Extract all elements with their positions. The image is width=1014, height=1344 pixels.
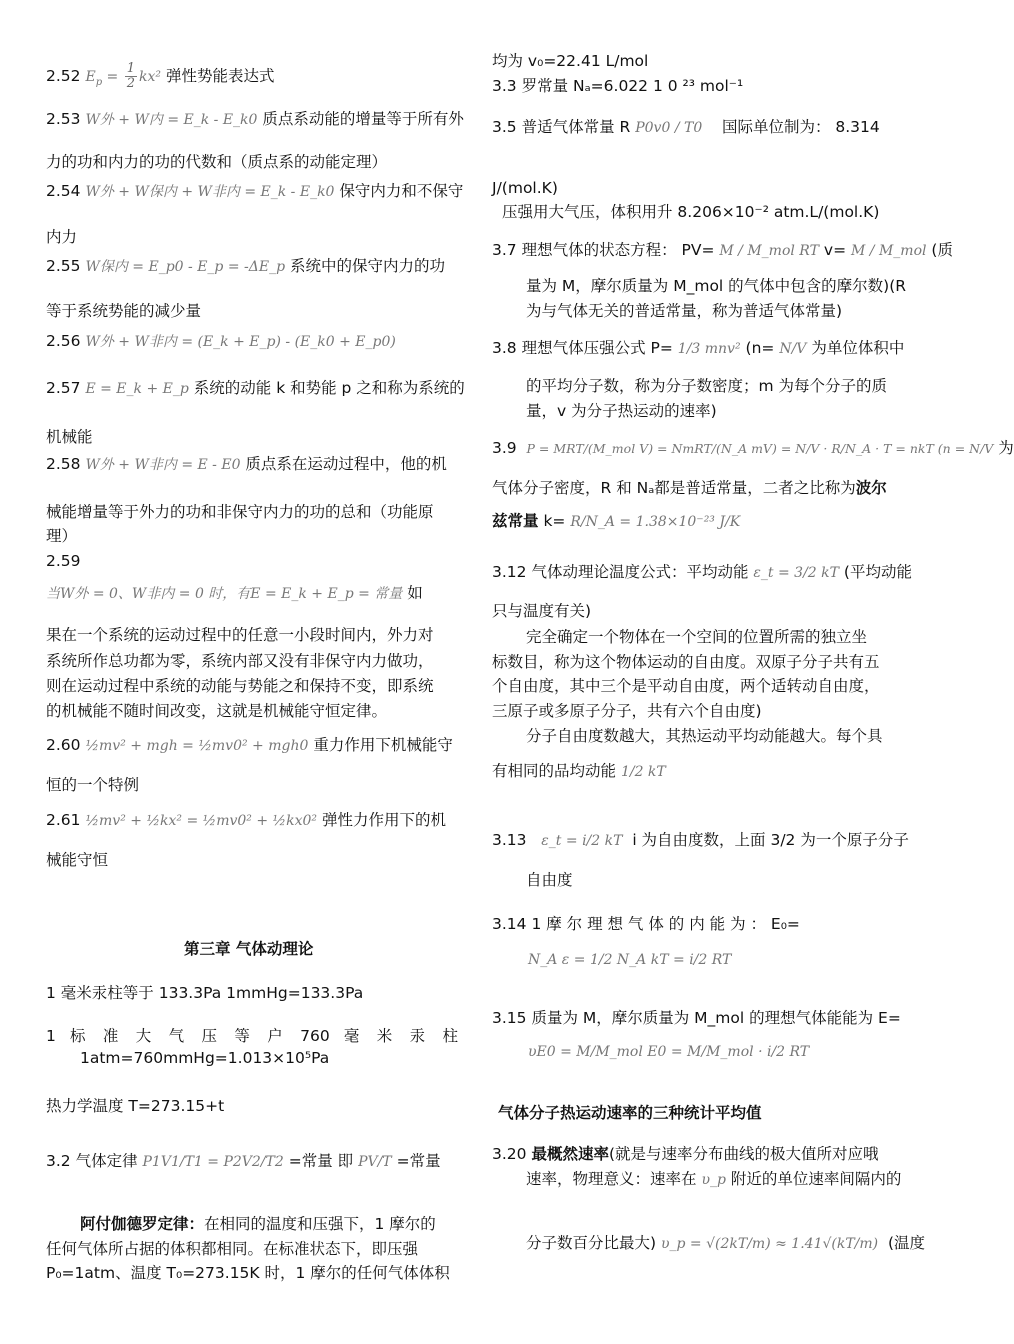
avogadro-line3: P₀=1atm、温度 T₀=273.15K 时，1 摩尔的任何气体体积 [46, 1264, 450, 1282]
item-3-3: 3.3 罗常量 Nₐ=6.022 1 0 ²³ mol⁻¹ [492, 77, 744, 95]
atm-line2: 1atm=760mmHg=1.013×10⁵Pa [80, 1049, 330, 1067]
avogadro-line1: 阿付伽德罗定律：在相同的温度和压强下，1 摩尔的 [80, 1215, 436, 1233]
conservation-p2: 系统所作总功都为零，系统内部又没有非保守内力做功， [46, 652, 434, 670]
dof-line5: 分子自由度数越大，其热运动平均动能越大。每个具 [526, 727, 883, 745]
conservation-p1: 果在一个系统的运动过程中的任意一小段时间内，外力对 [46, 626, 434, 644]
item-3-8-cont2: 量，v 为分子热运动的速率) [526, 402, 717, 420]
item-2-53: 2.53 W外 + W内 = E_k - E_k0 质点系动能的增量等于所有外 [46, 110, 464, 128]
item-3-7: 3.7 理想气体的状态方程： PV= M / M_mol RT v= M / M_mol (质 [492, 241, 953, 259]
dof-line2: 标数目，称为这个物体运动的自由度。双原子分子共有五 [492, 653, 880, 671]
item-2-58: 2.58 W外 + W非内 = E - E0 质点系在运动过程中，他的机 [46, 455, 447, 473]
dof-line3: 个自由度，其中三个是平动自由度，两个适转动自由度， [492, 677, 880, 695]
item-2-59: 2.59 [46, 552, 81, 570]
item-2-54: 2.54 W外 + W保内 + W非内 = E_k - E_k0 保守内力和不保守 [46, 182, 464, 200]
item-3-12: 3.12 气体动理论温度公式：平均动能 ε_t = 3/2 kT (平均动能 [492, 563, 912, 581]
item-2-60-cont: 恒的一个特例 [46, 776, 140, 794]
item-3-8: 3.8 理想气体压强公式 P= 1/3 mnv² (n= N/V 为单位体积中 [492, 339, 905, 357]
item-2-57-cont: 机械能 [46, 428, 93, 446]
item-3-20: 3.20 最概然速率(就是与速率分布曲线的极大值所对应哦 [492, 1145, 879, 1163]
item-3-8-cont1: 的平均分子数，称为分子数密度；m 为每个分子的质 [526, 377, 888, 395]
dof-line6: 有相同的品均动能 1/2 kT [492, 762, 666, 780]
conservation-p3: 则在运动过程中系统的动能与势能之和保持不变，即系统 [46, 677, 434, 695]
item-3-9: 3.9 P = MRT/(M_mol V) = NmRT/(N_A mV) = N/V · R/N_A · T = nkT (n = N/V 为 [492, 439, 1014, 457]
item-3-5: 3.5 普适气体常量 R P0v0 / T0 国际单位制为： 8.314 [492, 118, 880, 136]
dof-line1: 完全确定一个物体在一个空间的位置所需的独立坐 [526, 628, 868, 646]
section-heading: 气体分子热运动速率的三种统计平均值 [498, 1104, 762, 1122]
dof-line4: 三原子或多原子分子，共有六个自由度) [492, 702, 762, 720]
item-2-52: 2.52 $E_p$ = $\frac{1}{2}$ kx² 弹性势能表达式 [46, 61, 275, 91]
item-2-58-cont2: 理） [46, 527, 78, 545]
temp-line: 热力学温度 T=273.15+t [46, 1097, 225, 1115]
item-3-7-cont1: 量为 M，摩尔质量为 M_mol 的气体中包含的摩尔数)(R [526, 277, 907, 295]
item-2-61: 2.61 ½mv² + ½kx² = ½mv0² + ½kx0² 弹性力作用下的机 [46, 811, 446, 829]
item-2-55-cont: 等于系统势能的减少量 [46, 302, 202, 320]
item-3-20-cont: 速率，物理意义：速率在 υ_p 附近的单位速率间隔内的 [526, 1170, 902, 1188]
item-3-13-cont: 自由度 [526, 871, 573, 889]
item-2-56: 2.56 W外 + W非内 = (E_k + E_p) - (E_k0 + E_p0) [46, 332, 396, 350]
atm-line1: 1 标 准 大 气 压 等 户 760 毫 米 汞 柱 [46, 1027, 458, 1045]
item-3-12-cont: 只与温度有关) [492, 602, 592, 620]
molar-volume: 均为 v₀=22.41 L/mol [492, 52, 649, 70]
item-3-15-formula: υE0 = M/M_mol E0 = M/M_mol · i/2 RT [528, 1044, 810, 1060]
item-3-5-unit: J/(mol.K) [492, 179, 558, 197]
item-3-5-atm: 压强用大气压，体积用升 8.206×10⁻² atm.L/(mol.K) [502, 203, 880, 221]
item-3-15: 3.15 质量为 M，摩尔质量为 M_mol 的理想气体能能为 E= [492, 1009, 901, 1027]
item-3-9-cont2: 兹常量 k= R/N_A = 1.38×10⁻²³ J/K [492, 512, 741, 530]
item-2-60: 2.60 ½mv² + mgh = ½mv0² + mgh0 重力作用下机械能守 [46, 736, 453, 754]
item-3-2: 3.2 气体定律 P1V1/T1 = P2V2/T2 =常量 即 PV/T =常量 [46, 1152, 441, 1170]
avogadro-line2: 任何气体所占据的体积都相同。在标准状态下，即压强 [46, 1240, 419, 1258]
item-3-14: 3.14 1 摩 尔 理 想 气 体 的 内 能 为 ： E₀= [492, 915, 800, 933]
item-2-59-formula: 当W外 = 0、W非内 = 0 时，有E = E_k + E_p = 常量 如 [46, 584, 423, 602]
item-3-7-cont2: 为与气体无关的普适常量，称为普适气体常量) [526, 302, 843, 320]
item-3-13: 3.13 ε_t = i/2 kT i 为自由度数，上面 3/2 为一个原子分子 [492, 831, 909, 849]
chapter-title: 第三章 气体动理论 [184, 940, 314, 958]
item-3-14-formula: N_A ε = 1/2 N_A kT = i/2 RT [528, 952, 732, 968]
item-3-9-cont1: 气体分子密度，R 和 Nₐ都是普适常量，二者之比称为波尔 [492, 479, 887, 497]
mmhg-line: 1 毫米汞柱等于 133.3Pa 1mmHg=133.3Pa [46, 984, 364, 1002]
item-2-61-cont: 械能守恒 [46, 851, 109, 869]
item-2-53-cont: 力的功和内力的功的代数和（质点系的动能定理） [46, 153, 388, 171]
item-3-20-formula: 分子数百分比最大) υ_p = √(2kT/m) ≈ 1.41√(kT/m) (温度 [526, 1234, 926, 1252]
item-2-58-cont: 械能增量等于外力的功和非保守内力的功的总和（功能原 [46, 503, 434, 521]
item-2-55: 2.55 W保内 = E_p0 - E_p = -ΔE_p 系统中的保守内力的功 [46, 257, 445, 275]
conservation-p4: 的机械能不随时间改变，这就是机械能守恒定律。 [46, 702, 388, 720]
item-2-54-cont: 内力 [46, 228, 78, 246]
item-2-57: 2.57 E = E_k + E_p 系统的动能 k 和势能 p 之和称为系统的 [46, 379, 465, 397]
